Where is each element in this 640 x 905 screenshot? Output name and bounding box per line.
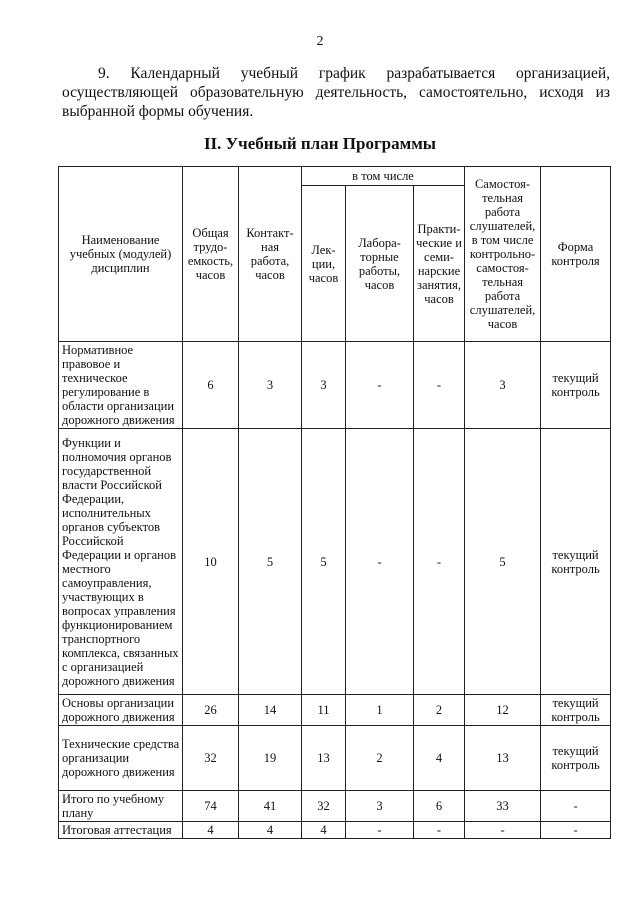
cell-name: Итоговая аттестация [59,822,183,839]
cell-practical: 6 [414,791,465,822]
cell-total: 32 [183,726,239,791]
cell-contact: 19 [239,726,302,791]
cell-lectures: 32 [302,791,346,822]
cell-lab: 3 [346,791,414,822]
cell-lectures: 5 [302,429,346,695]
cell-contact: 14 [239,695,302,726]
cell-lab: 1 [346,695,414,726]
table-row [59,695,611,726]
cell-self: - [465,822,541,839]
cell-name: Нормативное правовое и техническое регулирование в области организации дорожного движения [59,342,183,429]
header-name: Наименование учебных (модулей) дисциплин [59,167,183,342]
table-row [59,429,611,695]
header-self: Самостоя-тельная работа слушателей, в том числе контрольно-самостоя-тельная работа слушателей, часов [465,167,541,342]
cell-form: текущий контроль [541,429,611,695]
header-form: Форма контроля [541,167,611,342]
cell-contact: 4 [239,822,302,839]
cell-name: Итого по учебному плану [59,791,183,822]
cell-contact: 3 [239,342,302,429]
header-practical: Практи-ческие и семи-нарские занятия, часов [414,186,465,342]
header-lab: Лабора-торные работы, часов [346,186,414,342]
curriculum-table [58,166,611,839]
cell-self: 12 [465,695,541,726]
cell-lab: 2 [346,726,414,791]
header-total: Общая трудо-емкость, часов [183,167,239,342]
cell-name: Технические средства организации дорожного движения [59,726,183,791]
cell-total: 6 [183,342,239,429]
cell-form: текущий контроль [541,695,611,726]
page-number: 2 [316,34,324,49]
cell-form: - [541,822,611,839]
cell-lab: - [346,342,414,429]
table-row-total [59,791,611,822]
cell-practical: - [414,342,465,429]
cell-lab: - [346,822,414,839]
cell-lectures: 4 [302,822,346,839]
cell-contact: 5 [239,429,302,695]
cell-form: текущий контроль [541,342,611,429]
cell-total: 10 [183,429,239,695]
cell-contact: 41 [239,791,302,822]
table-row [59,342,611,429]
cell-practical: 2 [414,695,465,726]
header-including: в том числе [302,167,465,186]
paragraph-schedule: 9. Календарный учебный график разрабатывается организацией, осуществляющей образовательную деятельность, самостоятельно, исходя из выбранной формы обучения. [62,65,610,120]
cell-practical: 4 [414,726,465,791]
cell-self: 13 [465,726,541,791]
cell-self: 5 [465,429,541,695]
header-lectures: Лек-ции, часов [302,186,346,342]
cell-name: Основы организации дорожного движения [59,695,183,726]
header-contact: Контакт-ная работа, часов [239,167,302,342]
cell-form: текущий контроль [541,726,611,791]
cell-name: Функции и полномочия органов государственной власти Российской Федерации, исполнительных органов субъектов Российской Федерации и органов местного самоуправления, участвующих в вопросах управления функционированием транспортного комплекса, связанных с организацией дорожного движения [59,429,183,695]
cell-lectures: 3 [302,342,346,429]
cell-total: 4 [183,822,239,839]
table-row [59,726,611,791]
cell-self: 3 [465,342,541,429]
table-row-final-assessment [59,822,611,839]
cell-form: - [541,791,611,822]
cell-practical: - [414,429,465,695]
cell-total: 74 [183,791,239,822]
cell-practical: - [414,822,465,839]
section-title: II. Учебный план Программы [203,134,437,153]
cell-total: 26 [183,695,239,726]
cell-lectures: 11 [302,695,346,726]
table-header-row [59,167,611,186]
cell-lab: - [346,429,414,695]
cell-self: 33 [465,791,541,822]
cell-lectures: 13 [302,726,346,791]
